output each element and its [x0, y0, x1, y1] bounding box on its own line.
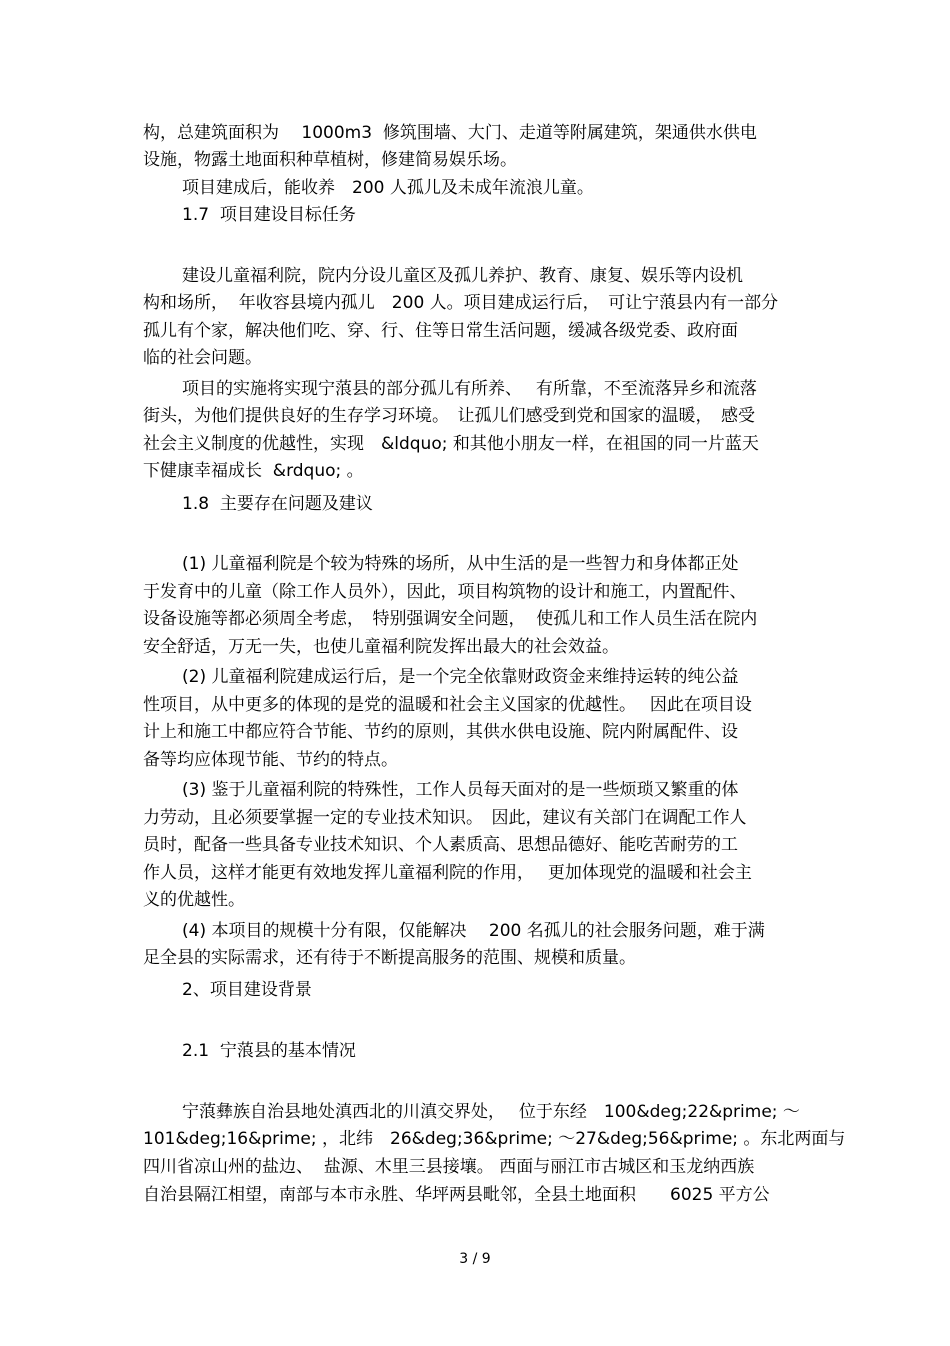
text-line: (2) 儿童福利院建成运行后，是一个完全依靠财政资金来维持运转的纯公益 — [182, 667, 739, 687]
text-line: (3) 鉴于儿童福利院的特殊性，工作人员每天面对的是一些烦琐又繁重的体 — [182, 780, 739, 800]
text-line: 宁蒗彝族自治县地处滇西北的川滇交界处， 位于东经 100&deg;22&prime; ～ — [182, 1102, 800, 1122]
text-line: 设备设施等都必须周全考虑， 特别强调安全问题， 使孤儿和工作人员生活在院内 — [143, 609, 758, 629]
text-line: (4) 本项目的规模十分有限，仅能解决 200 名孤儿的社会服务问题，难于满 — [182, 921, 765, 941]
text-line: 项目建成后，能收养 200 人孤儿及未成年流浪儿童。 — [182, 178, 594, 198]
section-heading: 2.1 宁蒗县的基本情况 — [182, 1041, 356, 1061]
text-line: 作人员，这样才能更有效地发挥儿童福利院的作用， 更加体现党的温暖和社会主 — [143, 863, 752, 883]
text-line: 孤儿有个家，解决他们吃、穿、行、住等日常生活问题，缓减各级党委、政府面 — [143, 321, 738, 341]
text-line: 于发育中的儿童（除工作人员外），因此，项目构筑物的设计和施工，内置配件、 — [143, 582, 747, 602]
text-line: 四川省凉山州的盐边、 盐源、木里三县接壤。 西面与丽江市古城区和玉龙纳西族 — [143, 1157, 755, 1177]
text-line: 街头，为他们提供良好的生存学习环境。 让孤儿们感受到党和国家的温暖， 感受 — [143, 406, 755, 426]
text-line: 项目的实施将实现宁蒗县的部分孤儿有所养、 有所靠，不至流落异乡和流落 — [182, 379, 757, 399]
text-line: 构，总建筑面积为 1000m3 修筑围墙、大门、走道等附属建筑，架通供水供电 — [143, 123, 757, 143]
text-line: 足全县的实际需求，还有待于不断提高服务的范围、规模和质量。 — [143, 948, 636, 968]
text-line: 社会主义制度的优越性，实现 &ldquo; 和其他小朋友一样，在祖国的同一片蓝天 — [143, 434, 759, 454]
section-heading: 1.7 项目建设目标任务 — [182, 205, 356, 225]
text-line: 计上和施工中都应符合节能、节约的原则，其供水供电设施、院内附属配件、设 — [143, 722, 738, 742]
text-line: 备等均应体现节能、节约的特点。 — [143, 750, 398, 770]
section-heading: 1.8 主要存在问题及建议 — [182, 494, 373, 514]
section-heading: 2、项目建设背景 — [182, 980, 312, 1000]
text-line: 性项目，从中更多的体现的是党的温暖和社会主义国家的优越性。 因此在项目设 — [143, 695, 752, 715]
text-line: 义的优越性。 — [143, 890, 245, 910]
page-number: 3 / 9 — [459, 1251, 491, 1267]
text-line: 设施，物露土地面积种草植树，修建简易娱乐场。 — [143, 150, 517, 170]
text-line: 建设儿童福利院，院内分设儿童区及孤儿养护、教育、康复、娱乐等内设机 — [182, 266, 743, 286]
text-line: 自治县隔江相望，南部与本市永胜、华坪两县毗邻，全县土地面积 6025 平方公 — [143, 1185, 770, 1205]
text-line: 101&deg;16&prime; ，北纬 26&deg;36&prime; ～27&deg;56&prime; 。东北两面与 — [143, 1129, 846, 1149]
text-line: (1) 儿童福利院是个较为特殊的场所，从中生活的是一些智力和身体都正处 — [182, 554, 739, 574]
text-line: 下健康幸福成长 &rdquo; 。 — [143, 461, 364, 481]
text-line: 构和场所， 年收容县境内孤儿 200 人。项目建成运行后， 可让宁蒗县内有一部分 — [143, 293, 779, 313]
text-line: 安全舒适，万无一失，也使儿童福利院发挥出最大的社会效益。 — [143, 637, 619, 657]
text-line: 临的社会问题。 — [143, 348, 262, 368]
text-line: 力劳动，且必须要掌握一定的专业技术知识。 因此，建议有关部门在调配工作人 — [143, 808, 747, 828]
text-line: 员时，配备一些具备专业技术知识、个人素质高、思想品德好、能吃苦耐劳的工 — [143, 835, 738, 855]
